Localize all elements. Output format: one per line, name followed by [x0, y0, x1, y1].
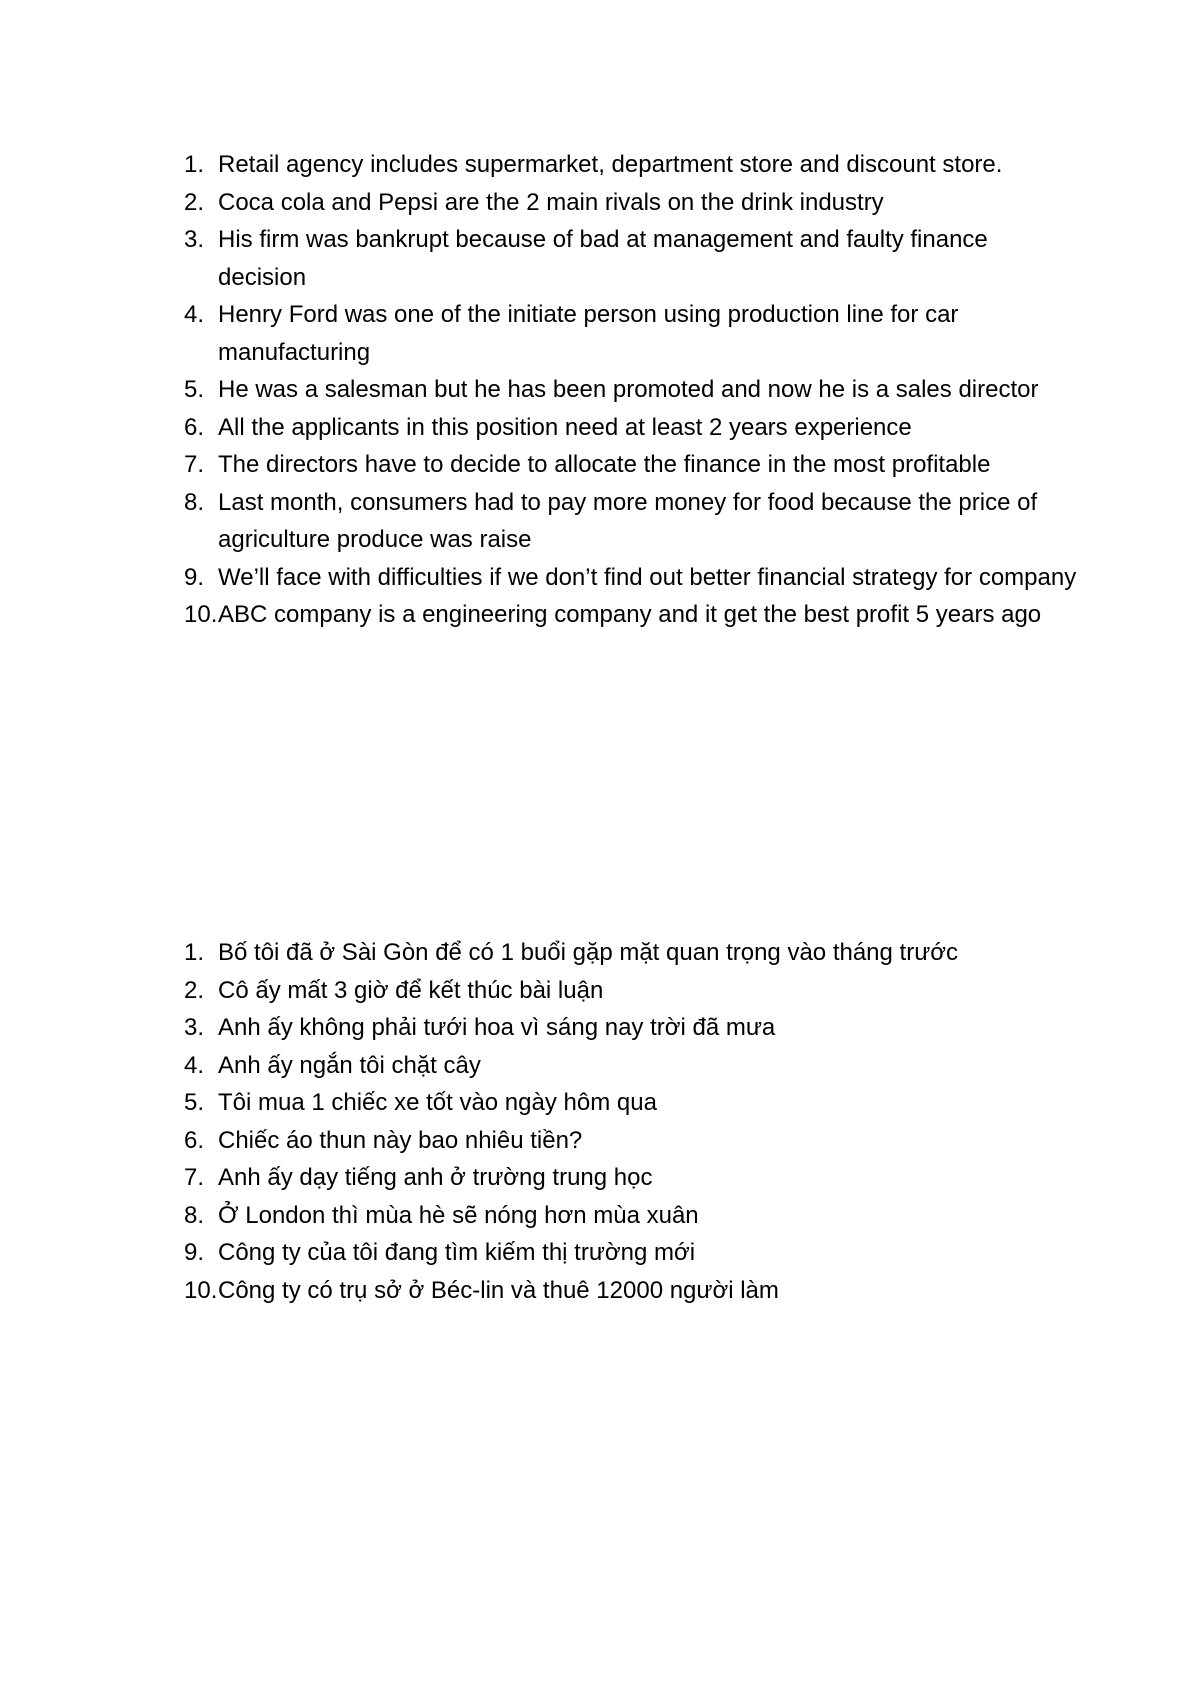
list-item — [160, 934, 1080, 972]
item-text: We’ll face with difficulties if we don’t find out better financial strategy for company — [218, 563, 1077, 591]
item-text: Công ty của tôi đang tìm kiếm thị trường mới — [218, 1239, 696, 1266]
item-number: 2. — [184, 976, 205, 1004]
item-text: His firm was bankrupt because of bad at management and faulty finance decision — [218, 226, 988, 291]
item-number: 10. — [184, 1276, 218, 1304]
list-item — [160, 409, 1080, 447]
list-item — [160, 371, 1080, 409]
item-text: Chiếc áo thun này bao nhiêu tiền? — [218, 1126, 583, 1154]
item-text: ABC company is a engineering company and it get the best profit 5 years ago — [218, 601, 1042, 628]
item-number: 7. — [184, 1164, 205, 1191]
list-item — [160, 1047, 1080, 1085]
item-number: 3. — [184, 226, 205, 253]
item-number: 6. — [184, 1126, 205, 1154]
list-item — [160, 1234, 1080, 1272]
item-text: Retail agency includes supermarket, department store and discount store. — [218, 151, 1003, 178]
list-item — [160, 972, 1080, 1010]
item-text: Cô ấy mất 3 giờ để kết thúc bài luận — [218, 976, 604, 1004]
list-item — [160, 1159, 1080, 1197]
item-number: 5. — [184, 1089, 205, 1116]
item-number: 1. — [184, 151, 205, 178]
list-item — [160, 146, 1080, 184]
item-number: 10. — [184, 601, 218, 628]
list-item — [160, 296, 1080, 371]
item-number: 4. — [184, 1051, 205, 1079]
item-text: Henry Ford was one of the initiate person using production line for car manufacturing — [218, 301, 959, 366]
item-number: 7. — [184, 451, 205, 478]
list-item — [160, 484, 1080, 559]
list-item — [160, 221, 1080, 296]
item-number: 9. — [184, 1239, 205, 1266]
list-item — [160, 559, 1080, 597]
item-text: Coca cola and Pepsi are the 2 main rivals on the drink industry — [218, 188, 884, 216]
english-sentence-list — [160, 146, 1080, 634]
item-number: 6. — [184, 413, 205, 441]
item-number: 8. — [184, 488, 205, 516]
item-text: Last month, consumers had to pay more money for food because the price of agriculture produce was raise — [218, 488, 1038, 553]
item-text: Ở London thì mùa hè sẽ nóng hơn mùa xuân — [218, 1201, 699, 1229]
item-text: All the applicants in this position need at least 2 years experience — [218, 413, 912, 441]
item-number: 4. — [184, 301, 205, 328]
item-text: Anh ấy dạy tiếng anh ở trường trung học — [218, 1164, 653, 1191]
list-item — [160, 1197, 1080, 1235]
item-number: 2. — [184, 188, 205, 216]
vietnamese-sentence-list — [160, 934, 1080, 1309]
list-item — [160, 1122, 1080, 1160]
item-text: The directors have to decide to allocate the finance in the most profitable — [218, 451, 991, 478]
list-item — [160, 1084, 1080, 1122]
item-number: 5. — [184, 376, 205, 403]
item-number: 8. — [184, 1201, 205, 1229]
list-item — [160, 1009, 1080, 1047]
item-text: He was a salesman but he has been promoted and now he is a sales director — [218, 376, 1039, 403]
list-item — [160, 184, 1080, 222]
item-number: 3. — [184, 1014, 205, 1041]
item-number: 1. — [184, 939, 205, 966]
item-text: Anh ấy không phải tưới hoa vì sáng nay trời đã mưa — [218, 1014, 776, 1041]
list-item — [160, 596, 1080, 634]
list-item — [160, 446, 1080, 484]
list-item — [160, 1272, 1080, 1310]
item-text: Bố tôi đã ở Sài Gòn để có 1 buổi gặp mặt quan trọng vào tháng trước — [218, 939, 959, 966]
item-number: 9. — [184, 563, 205, 591]
item-text: Công ty có trụ sở ở Béc-lin và thuê 12000 người làm — [218, 1276, 779, 1304]
item-text: Tôi mua 1 chiếc xe tốt vào ngày hôm qua — [218, 1089, 657, 1116]
item-text: Anh ấy ngắn tôi chặt cây — [218, 1051, 481, 1079]
